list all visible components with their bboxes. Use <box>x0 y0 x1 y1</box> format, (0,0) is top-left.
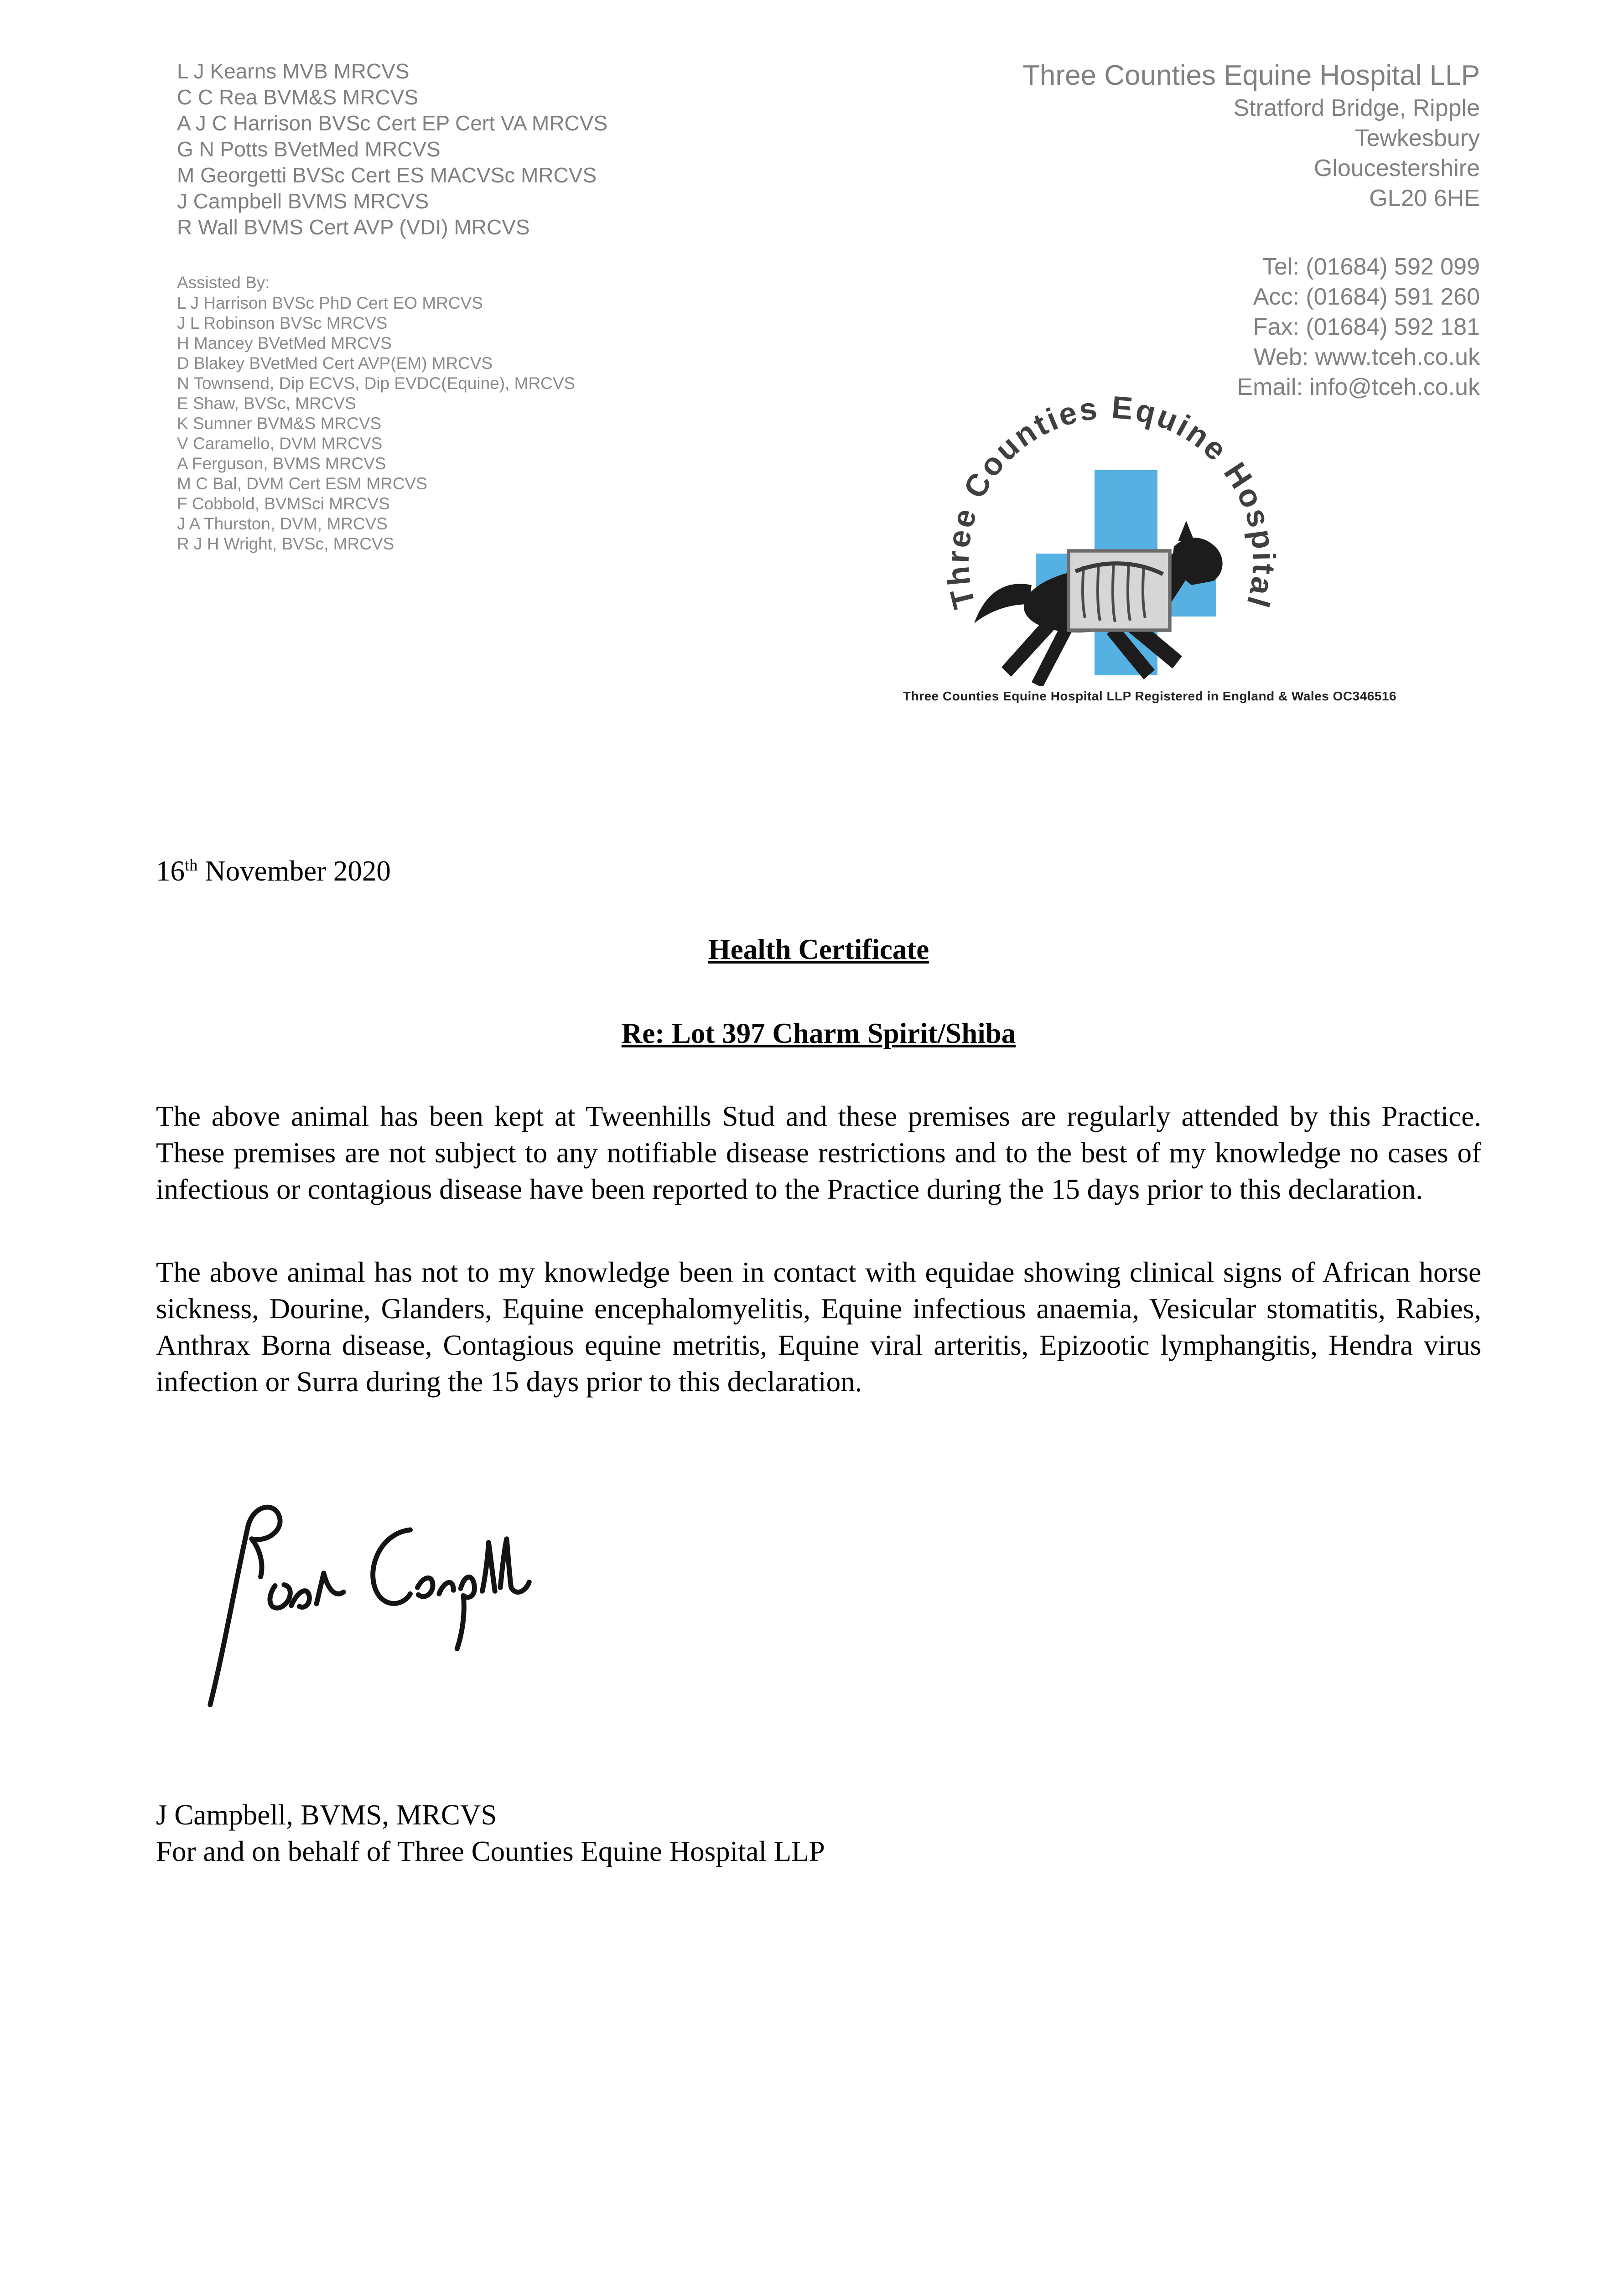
letter-title: Health Certificate <box>708 933 929 965</box>
assistant-name: N Townsend, Dip ECVS, Dip EVDC(Equine), MRCVS <box>177 374 576 393</box>
signatory-behalf: For and on behalf of Three Counties Equine Hospital LLP <box>156 1835 825 1867</box>
partner-name: R Wall BVMS Cert AVP (VDI) MRCVS <box>177 215 530 239</box>
logo-arc-text: Three Counties Equine Hospital <box>940 389 1282 613</box>
assistant-name: H Mancey BVetMed MRCVS <box>177 334 392 352</box>
address-line: GL20 6HE <box>1369 185 1480 212</box>
letter-date: 16th November 2020 <box>156 855 391 887</box>
address-line: Gloucestershire <box>1313 155 1480 181</box>
practice-logo <box>903 385 1397 704</box>
contact-line: Acc: (01684) 591 260 <box>1253 284 1480 310</box>
assistant-name: D Blakey BVetMed Cert AVP(EM) MRCVS <box>177 354 493 373</box>
contact-line: Web: www.tceh.co.uk <box>1253 344 1480 370</box>
contact-line: Email: info@tceh.co.uk <box>1237 374 1480 400</box>
contact-line: Fax: (01684) 592 181 <box>1253 314 1480 340</box>
partners-list <box>177 58 607 240</box>
partner-name: A J C Harrison BVSc Cert EP Cert VA MRCVS <box>177 111 608 135</box>
partner-name: G N Potts BVetMed MRCVS <box>177 137 441 161</box>
contact-line: Tel: (01684) 592 099 <box>1262 254 1480 280</box>
signatory-block <box>156 1797 1481 1870</box>
signatory-name: J Campbell, BVMS, MRCVS <box>156 1799 497 1831</box>
assistant-name: F Cobbold, BVMSci MRCVS <box>177 494 390 513</box>
practice-address <box>1022 93 1480 213</box>
practice-contacts <box>1022 252 1480 402</box>
assistant-name: K Sumner BVM&S MRCVS <box>177 414 382 433</box>
letter-paragraphs <box>156 1098 1481 1400</box>
assistants-list <box>177 293 607 554</box>
letter-body <box>156 853 1481 1870</box>
letterhead-vet-lists <box>177 58 607 554</box>
letter-paragraph: The above animal has not to my knowledge been in contact with equidae showing clinical signs of African horse sickness, Dourine, Glanders, Equine encephalomyelitis, Equine infectious anaemia, Vesicular stomatitis, Rabies, Anthrax Borna disease, Contagious equine metritis, Equine viral arteritis, Epizootic lymphangitis, Hendra virus infection or Surra during the 15 days prior to this declaration. <box>156 1256 1481 1398</box>
assistant-name: J A Thurston, DVM, MRCVS <box>177 514 388 533</box>
address-line: Stratford Bridge, Ripple <box>1233 95 1480 121</box>
assistant-name: J L Robinson BVSc MRCVS <box>177 314 388 332</box>
partner-name: J Campbell BVMS MRCVS <box>177 189 429 213</box>
address-line: Tewkesbury <box>1354 125 1480 151</box>
partner-name: M Georgetti BVSc Cert ES MACVSc MRCVS <box>177 163 597 187</box>
skeleton-frame-icon <box>1069 551 1170 630</box>
handwritten-signature-icon <box>165 1490 544 1715</box>
assistant-name: V Caramello, DVM MRCVS <box>177 434 383 453</box>
partner-name: L J Kearns MVB MRCVS <box>177 59 410 83</box>
assistant-name: L J Harrison BVSc PhD Cert EO MRCVS <box>177 294 483 312</box>
assistant-name: A Ferguson, BVMS MRCVS <box>177 454 386 473</box>
letter-subject: Re: Lot 397 Charm Spirit/Shiba <box>621 1017 1016 1049</box>
date-ordinal: th <box>185 855 198 874</box>
practice-name: Three Counties Equine Hospital LLP <box>1022 60 1480 91</box>
letter-paragraph: The above animal has been kept at Tweenhills Stud and these premises are regularly attended by this Practice. These premises are not subject to any notifiable disease restrictions and to the best of my knowledge no cases of infectious or contagious disease have been reported to the Practice during the 15 days prior to this declaration. <box>156 1100 1481 1205</box>
signature <box>165 1490 1481 1715</box>
assistant-name: M C Bal, DVM Cert ESM MRCVS <box>177 474 427 493</box>
partner-name: C C Rea BVM&S MRCVS <box>177 85 419 109</box>
assistant-name: E Shaw, BVSc, MRCVS <box>177 394 356 413</box>
assistant-name: R J H Wright, BVSc, MRCVS <box>177 534 394 553</box>
logo-registration-text: Three Counties Equine Hospital LLP Registered in England & Wales OC346516 <box>903 689 1397 703</box>
horse-cross-logo-icon <box>903 385 1313 686</box>
letterhead-practice-block <box>1022 58 1480 402</box>
assisted-by-label: Assisted By: <box>177 273 270 292</box>
